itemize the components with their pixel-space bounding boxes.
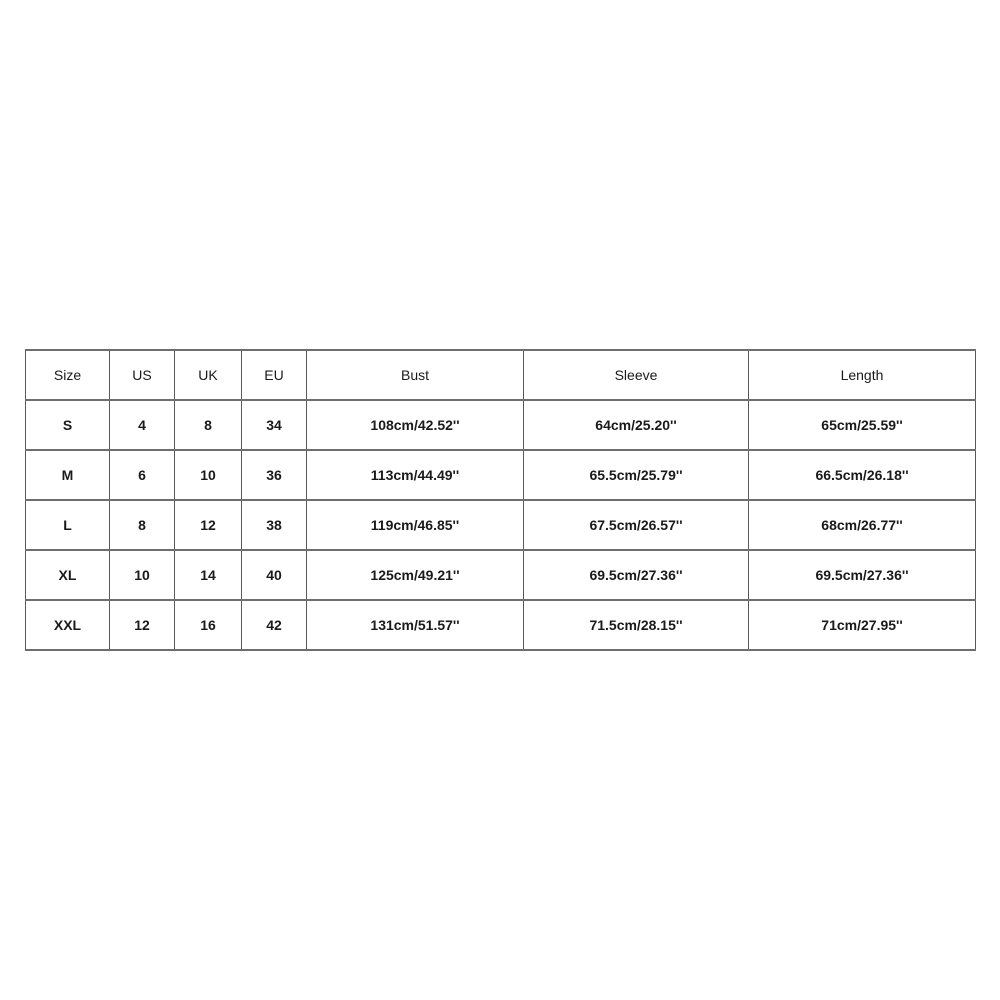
header-us: US [110,350,175,400]
table-row [26,400,976,450]
cell-size: M [26,450,110,500]
size-chart-header [26,350,976,400]
cell-eu: 38 [242,500,307,550]
cell-size: L [26,500,110,550]
cell-length: 66.5cm/26.18'' [749,450,976,500]
cell-length: 68cm/26.77'' [749,500,976,550]
cell-eu: 42 [242,600,307,650]
cell-bust: 119cm/46.85'' [307,500,524,550]
header-bust: Bust [307,350,524,400]
header-row [26,350,976,400]
cell-length: 69.5cm/27.36'' [749,550,976,600]
cell-eu: 40 [242,550,307,600]
cell-size: XXL [26,600,110,650]
cell-uk: 14 [175,550,242,600]
cell-uk: 10 [175,450,242,500]
cell-sleeve: 65.5cm/25.79'' [524,450,749,500]
cell-sleeve: 69.5cm/27.36'' [524,550,749,600]
cell-uk: 8 [175,400,242,450]
cell-length: 65cm/25.59'' [749,400,976,450]
cell-bust: 108cm/42.52'' [307,400,524,450]
table-row [26,500,976,550]
table-row [26,450,976,500]
header-sleeve: Sleeve [524,350,749,400]
cell-uk: 16 [175,600,242,650]
cell-us: 4 [110,400,175,450]
cell-us: 12 [110,600,175,650]
size-chart-body [26,400,976,650]
cell-sleeve: 64cm/25.20'' [524,400,749,450]
cell-bust: 131cm/51.57'' [307,600,524,650]
cell-eu: 34 [242,400,307,450]
cell-us: 8 [110,500,175,550]
table-row [26,550,976,600]
cell-size: XL [26,550,110,600]
cell-size: S [26,400,110,450]
header-uk: UK [175,350,242,400]
header-length: Length [749,350,976,400]
table-row [26,600,976,650]
cell-length: 71cm/27.95'' [749,600,976,650]
cell-us: 10 [110,550,175,600]
cell-uk: 12 [175,500,242,550]
cell-bust: 113cm/44.49'' [307,450,524,500]
size-chart-table [25,349,976,651]
cell-us: 6 [110,450,175,500]
header-eu: EU [242,350,307,400]
cell-sleeve: 67.5cm/26.57'' [524,500,749,550]
cell-sleeve: 71.5cm/28.15'' [524,600,749,650]
cell-bust: 125cm/49.21'' [307,550,524,600]
header-size: Size [26,350,110,400]
cell-eu: 36 [242,450,307,500]
